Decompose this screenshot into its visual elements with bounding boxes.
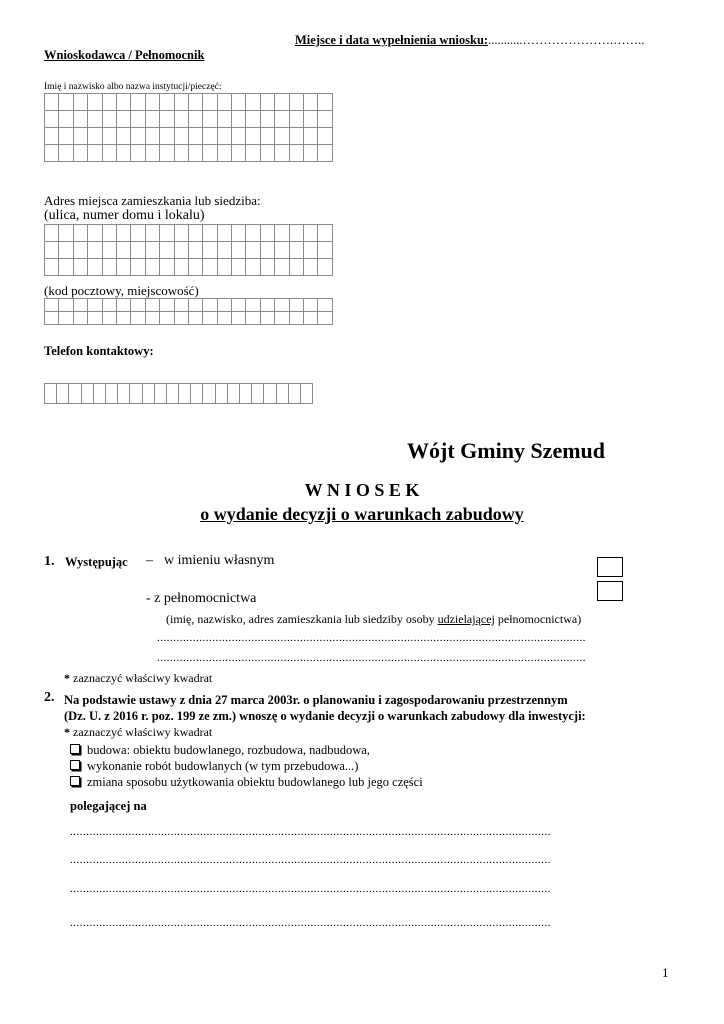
char-box[interactable] — [116, 242, 130, 259]
grid-row — [45, 94, 333, 111]
section2-note — [64, 725, 212, 740]
section1-label: Występując — [65, 555, 128, 569]
char-box[interactable] — [145, 111, 159, 128]
char-box[interactable] — [232, 225, 246, 242]
char-box[interactable] — [304, 128, 318, 145]
char-box[interactable] — [45, 384, 57, 404]
checkbox-proxy[interactable] — [597, 581, 623, 601]
char-box[interactable] — [318, 225, 332, 242]
char-box[interactable] — [232, 259, 246, 276]
char-box[interactable] — [145, 312, 159, 325]
char-box[interactable] — [318, 299, 332, 312]
char-box[interactable] — [73, 299, 87, 312]
char-box[interactable] — [260, 128, 274, 145]
char-box[interactable] — [73, 242, 87, 259]
char-box[interactable] — [102, 242, 116, 259]
char-box[interactable] — [166, 384, 178, 404]
proxy-note-underlined: udzielającej — [437, 612, 495, 626]
description-dots-line-3[interactable]: .................................................................................................................................................... — [70, 883, 551, 895]
char-box[interactable] — [145, 225, 159, 242]
char-box[interactable] — [102, 128, 116, 145]
char-box[interactable] — [174, 145, 188, 162]
char-box[interactable] — [73, 259, 87, 276]
char-box[interactable] — [232, 128, 246, 145]
char-box[interactable] — [88, 299, 102, 312]
section1-note-star: * — [64, 671, 70, 685]
char-box[interactable] — [289, 259, 303, 276]
char-box[interactable] — [160, 111, 174, 128]
option-own-name: w imieniu własnym — [164, 553, 275, 568]
char-box[interactable] — [246, 111, 260, 128]
char-box[interactable] — [260, 94, 274, 111]
char-box[interactable] — [131, 128, 145, 145]
char-box[interactable] — [203, 312, 217, 325]
char-box[interactable] — [88, 225, 102, 242]
proxy-dots-line-1[interactable]: .................................................................................................................................... — [157, 632, 586, 644]
char-box[interactable] — [188, 259, 202, 276]
description-dots-line-4[interactable]: .................................................................................................................................................... — [70, 917, 551, 929]
char-box[interactable] — [188, 299, 202, 312]
char-box[interactable] — [116, 312, 130, 325]
char-box[interactable] — [318, 94, 332, 111]
section1-dash: – — [146, 553, 153, 568]
grid-row — [45, 111, 333, 128]
proxy-note-post: pełnomocnictwa) — [494, 612, 582, 626]
char-box[interactable] — [252, 384, 264, 404]
char-box[interactable] — [59, 128, 73, 145]
option-change-of-use[interactable] — [70, 775, 423, 790]
char-box[interactable] — [289, 299, 303, 312]
char-box[interactable] — [59, 242, 73, 259]
char-box[interactable] — [116, 225, 130, 242]
checkbox-icon[interactable] — [70, 776, 80, 786]
char-box[interactable] — [57, 384, 69, 404]
char-box[interactable] — [88, 145, 102, 162]
char-box[interactable] — [174, 128, 188, 145]
char-box[interactable] — [260, 145, 274, 162]
char-box[interactable] — [160, 145, 174, 162]
char-box[interactable] — [232, 145, 246, 162]
char-box[interactable] — [88, 94, 102, 111]
char-box[interactable] — [174, 312, 188, 325]
char-box[interactable] — [188, 312, 202, 325]
char-box[interactable] — [203, 145, 217, 162]
proxy-dots-line-2[interactable]: .................................................................................................................................... — [157, 652, 586, 664]
char-box[interactable] — [145, 299, 159, 312]
char-box[interactable] — [59, 312, 73, 325]
char-box[interactable] — [275, 259, 289, 276]
option-change-of-use-label: zmiana sposobu użytkowania obiektu budowlanego lub jego części — [87, 775, 423, 789]
char-box[interactable] — [275, 94, 289, 111]
char-box[interactable] — [73, 312, 87, 325]
form-title: W N I O S E K — [304, 480, 420, 500]
char-box[interactable] — [116, 94, 130, 111]
char-box[interactable] — [246, 94, 260, 111]
phone-grid[interactable] — [44, 383, 313, 404]
grid-row — [45, 242, 333, 259]
char-box[interactable] — [203, 128, 217, 145]
grid-row — [45, 145, 333, 162]
street-label: (ulica, numer domu i lokalu) — [44, 208, 205, 223]
char-box[interactable] — [246, 225, 260, 242]
char-box[interactable] — [174, 111, 188, 128]
char-box[interactable] — [102, 94, 116, 111]
char-box[interactable] — [45, 111, 59, 128]
char-box[interactable] — [145, 242, 159, 259]
char-box[interactable] — [260, 242, 274, 259]
checkbox-own-name[interactable] — [597, 557, 623, 577]
char-box[interactable] — [188, 145, 202, 162]
char-box[interactable] — [105, 384, 117, 404]
char-box[interactable] — [45, 225, 59, 242]
char-box[interactable] — [289, 242, 303, 259]
char-box[interactable] — [131, 225, 145, 242]
char-box[interactable] — [188, 242, 202, 259]
char-box[interactable] — [260, 312, 274, 325]
section2-number: 2. — [44, 690, 55, 705]
char-box[interactable] — [131, 299, 145, 312]
char-box[interactable] — [260, 111, 274, 128]
char-box[interactable] — [102, 312, 116, 325]
char-box[interactable] — [260, 299, 274, 312]
char-box[interactable] — [174, 299, 188, 312]
char-box[interactable] — [73, 111, 87, 128]
char-box[interactable] — [232, 111, 246, 128]
char-box[interactable] — [191, 384, 203, 404]
char-box[interactable] — [73, 128, 87, 145]
char-box[interactable] — [275, 299, 289, 312]
char-box[interactable] — [188, 128, 202, 145]
char-box[interactable] — [275, 111, 289, 128]
char-box[interactable] — [318, 259, 332, 276]
place-date-dots: ...........………………….…….. — [488, 33, 645, 47]
section2-note-text: zaznaczyć właściwy kwadrat — [70, 725, 213, 739]
char-box[interactable] — [232, 312, 246, 325]
char-box[interactable] — [131, 259, 145, 276]
char-box[interactable] — [203, 384, 215, 404]
char-box[interactable] — [59, 94, 73, 111]
section1-number: 1. — [44, 554, 55, 569]
char-box[interactable] — [275, 312, 289, 325]
char-box[interactable] — [275, 225, 289, 242]
form-subtitle: o wydanie decyzji o warunkach zabudowy — [200, 504, 524, 524]
char-box[interactable] — [289, 94, 303, 111]
section2-note-star: * — [64, 725, 70, 739]
section1-note — [64, 671, 212, 686]
char-box[interactable] — [88, 242, 102, 259]
char-box[interactable] — [304, 259, 318, 276]
char-box[interactable] — [69, 384, 81, 404]
description-dots-line-2[interactable]: .................................................................................................................................................... — [70, 854, 551, 866]
char-box[interactable] — [81, 384, 93, 404]
char-box[interactable] — [59, 225, 73, 242]
char-box[interactable] — [102, 111, 116, 128]
char-box[interactable] — [45, 145, 59, 162]
grid-row — [45, 384, 313, 404]
char-box[interactable] — [188, 225, 202, 242]
char-box[interactable] — [102, 299, 116, 312]
char-box[interactable] — [318, 312, 332, 325]
char-box[interactable] — [304, 299, 318, 312]
recipient: Wójt Gminy Szemud — [407, 438, 605, 463]
char-box[interactable] — [232, 299, 246, 312]
char-box[interactable] — [131, 111, 145, 128]
char-box[interactable] — [160, 299, 174, 312]
char-box[interactable] — [45, 312, 59, 325]
char-box[interactable] — [174, 259, 188, 276]
char-box[interactable] — [246, 312, 260, 325]
char-box[interactable] — [318, 128, 332, 145]
char-box[interactable] — [145, 145, 159, 162]
char-box[interactable] — [215, 384, 227, 404]
char-box[interactable] — [289, 312, 303, 325]
char-box[interactable] — [174, 225, 188, 242]
char-box[interactable] — [59, 111, 73, 128]
char-box[interactable] — [203, 94, 217, 111]
option-construction[interactable] — [70, 743, 370, 758]
option-proxy: - z pełnomocnictwa — [146, 591, 257, 606]
char-box[interactable] — [203, 242, 217, 259]
char-box[interactable] — [45, 242, 59, 259]
checkbox-icon[interactable] — [70, 744, 80, 754]
char-box[interactable] — [276, 384, 288, 404]
char-box[interactable] — [304, 111, 318, 128]
char-box[interactable] — [300, 384, 312, 404]
char-box[interactable] — [203, 299, 217, 312]
char-box[interactable] — [289, 111, 303, 128]
place-date-line — [295, 33, 644, 48]
char-box[interactable] — [217, 145, 231, 162]
char-box[interactable] — [217, 94, 231, 111]
char-box[interactable] — [304, 242, 318, 259]
char-box[interactable] — [304, 145, 318, 162]
char-box[interactable] — [246, 259, 260, 276]
char-box[interactable] — [264, 384, 276, 404]
char-box[interactable] — [188, 94, 202, 111]
consisting-label: polegającej na — [70, 799, 147, 813]
char-box[interactable] — [288, 384, 300, 404]
name-grid[interactable] — [44, 93, 333, 162]
char-box[interactable] — [232, 242, 246, 259]
section2-text-line2: (Dz. U. z 2016 r. poz. 199 ze zm.) wnoszę o wydanie decyzji o warunkach zabudowy dla inwestycji: — [64, 709, 586, 723]
char-box[interactable] — [318, 111, 332, 128]
section1-note-text: zaznaczyć właściwy kwadrat — [70, 671, 213, 685]
char-box[interactable] — [203, 225, 217, 242]
char-box[interactable] — [318, 145, 332, 162]
char-box[interactable] — [45, 299, 59, 312]
char-box[interactable] — [160, 128, 174, 145]
char-box[interactable] — [203, 111, 217, 128]
option-construction-works-label: wykonanie robót budowlanych (w tym przebudowa...) — [87, 759, 359, 773]
char-box[interactable] — [304, 312, 318, 325]
section2-text-line1: Na podstawie ustawy z dnia 27 marca 2003r. o planowaniu i zagospodarowaniu przestrzennym — [64, 693, 568, 707]
char-box[interactable] — [73, 225, 87, 242]
char-box[interactable] — [102, 145, 116, 162]
char-box[interactable] — [227, 384, 239, 404]
char-box[interactable] — [217, 242, 231, 259]
name-label: Imię i nazwisko albo nazwa instytucji/pieczęć: — [44, 82, 222, 92]
checkbox-icon[interactable] — [70, 760, 80, 770]
char-box[interactable] — [160, 259, 174, 276]
street-grid[interactable] — [44, 224, 333, 276]
char-box[interactable] — [217, 312, 231, 325]
char-box[interactable] — [88, 312, 102, 325]
char-box[interactable] — [246, 242, 260, 259]
char-box[interactable] — [260, 225, 274, 242]
char-box[interactable] — [154, 384, 166, 404]
description-dots-line-1[interactable]: .................................................................................................................................................... — [70, 826, 551, 838]
char-box[interactable] — [131, 312, 145, 325]
char-box[interactable] — [59, 259, 73, 276]
char-box[interactable] — [118, 384, 130, 404]
char-box[interactable] — [131, 94, 145, 111]
char-box[interactable] — [217, 225, 231, 242]
grid-row — [45, 259, 333, 276]
char-box[interactable] — [160, 312, 174, 325]
char-box[interactable] — [131, 145, 145, 162]
char-box[interactable] — [88, 128, 102, 145]
char-box[interactable] — [289, 225, 303, 242]
char-box[interactable] — [142, 384, 154, 404]
char-box[interactable] — [45, 94, 59, 111]
char-box[interactable] — [59, 145, 73, 162]
postal-label: (kod pocztowy, miejscowość) — [44, 283, 199, 298]
char-box[interactable] — [116, 128, 130, 145]
char-box[interactable] — [217, 111, 231, 128]
char-box[interactable] — [246, 128, 260, 145]
grid-row — [45, 312, 333, 325]
char-box[interactable] — [45, 259, 59, 276]
char-box[interactable] — [179, 384, 191, 404]
char-box[interactable] — [145, 128, 159, 145]
page-number: 1 — [662, 965, 669, 980]
char-box[interactable] — [275, 145, 289, 162]
char-box[interactable] — [318, 242, 332, 259]
phone-label: Telefon kontaktowy: — [44, 344, 154, 358]
place-date-label: Miejsce i data wypełnienia wniosku: — [295, 33, 489, 47]
char-box[interactable] — [203, 259, 217, 276]
char-box[interactable] — [289, 128, 303, 145]
char-box[interactable] — [246, 145, 260, 162]
address-label: Adres miejsca zamieszkania lub siedziba: — [44, 193, 261, 208]
option-construction-works[interactable] — [70, 759, 358, 774]
char-box[interactable] — [188, 111, 202, 128]
grid-row — [45, 225, 333, 242]
char-box[interactable] — [217, 259, 231, 276]
char-box[interactable] — [88, 259, 102, 276]
char-box[interactable] — [289, 145, 303, 162]
char-box[interactable] — [275, 242, 289, 259]
grid-row — [45, 128, 333, 145]
char-box[interactable] — [116, 145, 130, 162]
char-box[interactable] — [304, 225, 318, 242]
char-box[interactable] — [88, 111, 102, 128]
char-box[interactable] — [217, 299, 231, 312]
char-box[interactable] — [145, 94, 159, 111]
char-box[interactable] — [160, 225, 174, 242]
char-box[interactable] — [232, 94, 246, 111]
applicant-heading: Wnioskodawca / Pełnomocnik — [44, 48, 205, 62]
char-box[interactable] — [116, 111, 130, 128]
postal-city-grid[interactable] — [44, 298, 333, 325]
char-box[interactable] — [174, 94, 188, 111]
char-box[interactable] — [130, 384, 142, 404]
char-box[interactable] — [160, 94, 174, 111]
char-box[interactable] — [240, 384, 252, 404]
char-box[interactable] — [116, 259, 130, 276]
char-box[interactable] — [102, 259, 116, 276]
char-box[interactable] — [93, 384, 105, 404]
char-box[interactable] — [131, 242, 145, 259]
char-box[interactable] — [246, 299, 260, 312]
char-box[interactable] — [59, 299, 73, 312]
char-box[interactable] — [160, 242, 174, 259]
proxy-note-pre: (imię, nazwisko, adres zamieszkania lub siedziby osoby — [166, 612, 438, 626]
char-box[interactable] — [102, 225, 116, 242]
char-box[interactable] — [145, 259, 159, 276]
option-construction-label: budowa: obiektu budowlanego, rozbudowa, nadbudowa, — [87, 743, 370, 757]
char-box[interactable] — [73, 94, 87, 111]
char-box[interactable] — [73, 145, 87, 162]
char-box[interactable] — [260, 259, 274, 276]
char-box[interactable] — [275, 128, 289, 145]
char-box[interactable] — [304, 94, 318, 111]
char-box[interactable] — [217, 128, 231, 145]
char-box[interactable] — [174, 242, 188, 259]
char-box[interactable] — [45, 128, 59, 145]
proxy-note — [166, 612, 581, 627]
char-box[interactable] — [116, 299, 130, 312]
grid-row — [45, 299, 333, 312]
